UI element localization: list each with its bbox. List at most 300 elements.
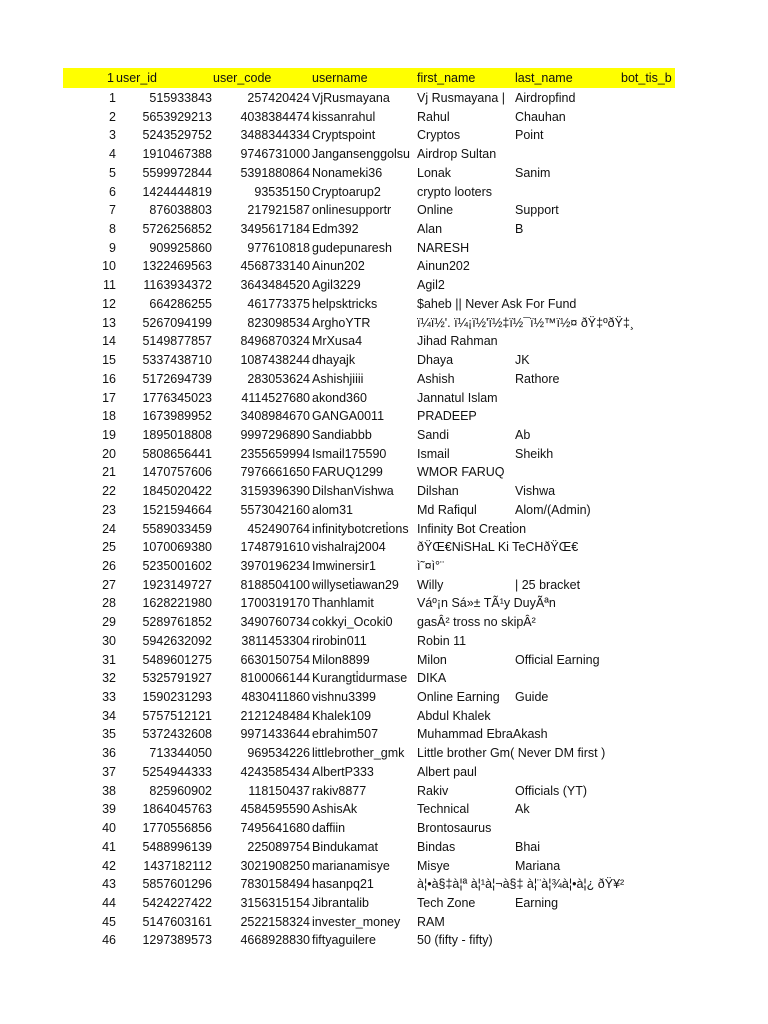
first-name-cell: Lonak <box>417 165 452 180</box>
user-code-cell: 3156315154 <box>240 895 310 910</box>
header-first-name: first_name <box>417 71 476 85</box>
first-name-cell: Willy <box>417 577 444 592</box>
user-id-cell: 1470757606 <box>142 465 212 480</box>
user-id-cell: 1864045763 <box>142 802 212 817</box>
row-number: 23 <box>102 502 116 517</box>
user-id-cell: 1910467388 <box>142 147 212 162</box>
user-id-cell: 1895018808 <box>142 427 212 442</box>
first-name-cell: Alan <box>417 222 443 237</box>
table-row <box>0 295 768 314</box>
header-user-id: user_id <box>116 71 157 85</box>
last-name-cell: Ab <box>515 427 531 442</box>
last-name-cell: Earning <box>515 895 559 910</box>
first-name-cell: Airdrop Sultan <box>417 147 497 162</box>
user-id-cell: 5488996139 <box>142 839 212 854</box>
first-name-cell: Robin 11 <box>417 633 467 648</box>
last-name-cell: Mariana <box>515 858 561 873</box>
first-name-cell: DIKA <box>417 671 447 686</box>
user-code-cell: 8188504100 <box>240 577 310 592</box>
user-id-cell: 5942632092 <box>142 633 212 648</box>
row-number: 40 <box>102 821 116 836</box>
user-code-cell: 3488344334 <box>240 128 310 143</box>
user-id-cell: 5489601275 <box>142 652 212 667</box>
user-code-cell: 7976661650 <box>240 465 310 480</box>
user-id-cell: 1521594664 <box>142 502 212 517</box>
table-row <box>0 707 768 726</box>
row-number: 26 <box>102 559 116 573</box>
first-name-cell: Dhaya <box>417 353 454 368</box>
user-id-cell: 1424444819 <box>142 184 212 199</box>
table-row <box>0 108 768 127</box>
last-name-cell: Vishwa <box>515 484 556 499</box>
username-cell: hasanpq21 <box>312 877 374 892</box>
user-code-cell: 823098534 <box>247 315 310 330</box>
row-number: 2 <box>109 109 116 124</box>
first-name-cell: Rakiv <box>417 783 449 798</box>
username-cell: Imwinersir1 <box>312 559 376 573</box>
last-name-cell: Alom/(Admin) <box>515 502 591 517</box>
first-name-cell: Infinity Bot Creati̇on <box>417 521 527 536</box>
username-cell: invester_money <box>312 914 401 929</box>
user-id-cell: 5267094199 <box>142 315 212 330</box>
table-row <box>0 819 768 838</box>
user-id-cell: 5653929213 <box>142 109 212 124</box>
user-code-cell: 4038384474 <box>240 109 310 124</box>
row-number: 18 <box>102 409 116 424</box>
table-row <box>0 145 768 164</box>
username-cell: Cryptoarup2 <box>312 184 381 199</box>
first-name-cell: Milon <box>417 652 447 667</box>
row-number: 21 <box>102 465 116 480</box>
table-row <box>0 351 768 370</box>
table-row <box>0 557 768 576</box>
row-number: 44 <box>102 895 116 910</box>
table-row <box>0 314 768 333</box>
user-id-cell: 5757512121 <box>142 708 212 723</box>
user-id-cell: 713344050 <box>149 746 212 761</box>
username-cell: dhayajk <box>312 353 356 368</box>
first-name-cell: WMOR FARUQ <box>417 465 505 480</box>
first-name-cell: Brontosaurus <box>417 821 492 836</box>
user-code-cell: 225089754 <box>247 839 310 854</box>
first-name-cell: Vj Rusmayana | <box>417 91 506 105</box>
user-code-cell: 9746731000 <box>240 147 310 162</box>
user-code-cell: 8496870324 <box>240 334 310 349</box>
row-number: 22 <box>102 484 116 499</box>
first-name-cell: Agil2 <box>417 278 445 293</box>
first-name-cell: Ismail <box>417 446 450 461</box>
table-row <box>0 651 768 670</box>
table-row <box>0 875 768 894</box>
user-code-cell: 1748791610 <box>240 540 310 555</box>
table-row <box>0 426 768 445</box>
row-number: 42 <box>102 858 116 873</box>
username-cell: Ashishjiiii <box>312 371 364 386</box>
user-code-cell: 4584595590 <box>240 802 310 817</box>
row-number: 5 <box>109 165 116 180</box>
first-name-cell: Cryptos <box>417 128 461 143</box>
first-name-cell: Misye <box>417 858 450 873</box>
row-number: 28 <box>102 596 116 611</box>
user-code-cell: 4243585434 <box>240 764 310 779</box>
row-number: 43 <box>102 877 116 892</box>
row-number: 12 <box>102 296 116 311</box>
user-code-cell: 4668928830 <box>240 933 310 948</box>
table-row <box>0 763 768 782</box>
last-name-cell: Sheikh <box>515 446 554 461</box>
username-cell: akond360 <box>312 390 367 405</box>
username-cell: DilshanVishwa <box>312 484 394 499</box>
username-cell: GANGA0011 <box>312 409 385 424</box>
username-cell: vishnu3399 <box>312 690 376 705</box>
table-row <box>0 445 768 464</box>
user-id-cell: 5337438710 <box>142 353 212 368</box>
last-name-cell: | 25 bracket <box>515 577 581 592</box>
user-code-cell: 3643484520 <box>240 278 310 293</box>
table-row <box>0 838 768 857</box>
user-id-cell: 5254944333 <box>142 764 212 779</box>
first-name-cell: crypto looters <box>417 184 493 199</box>
user-code-cell: 2355659994 <box>240 446 310 461</box>
username-cell: alom31 <box>312 502 353 517</box>
user-id-cell: 1070069380 <box>142 540 212 555</box>
first-name-cell: PRADEEP <box>417 409 477 424</box>
first-name-cell: $aheb || Never Ask For Fund <box>417 296 577 311</box>
row-number: 14 <box>102 334 116 349</box>
user-id-cell: 1776345023 <box>142 390 212 405</box>
user-code-cell: 217921587 <box>247 203 310 218</box>
user-id-cell: 1590231293 <box>142 690 212 705</box>
row-number: 4 <box>109 147 116 162</box>
table-row <box>0 164 768 183</box>
user-code-cell: 5391880864 <box>240 165 310 180</box>
table-row <box>0 463 768 482</box>
user-id-cell: 5172694739 <box>142 371 212 386</box>
user-id-cell: 5147603161 <box>142 914 212 929</box>
user-id-cell: 5808656441 <box>142 446 212 461</box>
user-id-cell: 909925860 <box>149 240 212 255</box>
first-name-cell: Online <box>417 203 454 218</box>
user-code-cell: 283053624 <box>247 371 310 386</box>
user-code-cell: 969534226 <box>247 746 310 761</box>
user-code-cell: 7830158494 <box>240 877 310 892</box>
table-row <box>0 538 768 557</box>
user-id-cell: 876038803 <box>149 203 212 218</box>
table-row <box>0 894 768 913</box>
user-code-cell: 118150437 <box>248 783 310 798</box>
row-number: 30 <box>102 633 116 648</box>
row-number: 45 <box>102 914 116 929</box>
row-number: 16 <box>102 371 116 386</box>
user-code-cell: 9997296890 <box>240 427 310 442</box>
user-code-cell: 3021908250 <box>240 858 310 873</box>
user-id-cell: 5589033459 <box>142 521 212 536</box>
username-cell: AlbertP333 <box>312 764 374 779</box>
last-name-cell: Airdropfind <box>515 91 576 105</box>
username-cell: Edm392 <box>312 222 359 237</box>
table-row <box>0 126 768 145</box>
row-number: 20 <box>102 446 116 461</box>
user-code-cell: 3811453304 <box>241 633 310 648</box>
table-row <box>0 220 768 239</box>
header-username: username <box>312 71 368 85</box>
row-number: 17 <box>102 390 116 405</box>
row-number: 3 <box>109 128 116 143</box>
first-name-cell: ì˜¤ì°¨ <box>417 559 445 573</box>
user-id-cell: 515933843 <box>149 91 212 105</box>
username-cell: rakiv8877 <box>312 783 367 798</box>
user-id-cell: 1437182112 <box>143 858 212 873</box>
first-name-cell: Technical <box>417 802 470 817</box>
username-cell: rirobin011 <box>312 633 367 648</box>
user-id-cell: 5424227422 <box>142 895 212 910</box>
row-number: 33 <box>102 690 116 705</box>
username-cell: Ismail175590 <box>312 446 387 461</box>
user-code-cell: 4568733140 <box>240 259 310 274</box>
user-id-cell: 5599972844 <box>142 165 212 180</box>
last-name-cell: Guide <box>515 690 549 705</box>
row-number: 9 <box>109 240 116 255</box>
last-name-cell: B <box>515 222 524 237</box>
user-code-cell: 3970196234 <box>240 559 310 573</box>
user-id-cell: 5235001602 <box>142 559 212 573</box>
table-row <box>0 857 768 876</box>
last-name-cell: Support <box>515 203 559 218</box>
table-row <box>0 744 768 763</box>
username-cell: littlebrother_gmk <box>312 746 405 761</box>
table-row <box>0 725 768 744</box>
last-name-cell: Sanim <box>515 165 551 180</box>
user-id-cell: 1628221980 <box>142 596 212 611</box>
user-code-cell: 3408984670 <box>240 409 310 424</box>
username-cell: helpsktricks <box>312 296 378 311</box>
table-row <box>0 632 768 651</box>
user-code-cell: 1700319170 <box>240 596 310 611</box>
first-name-cell: Albert paul <box>417 764 477 779</box>
user-id-cell: 1770556856 <box>142 821 212 836</box>
header-last-name: last_name <box>515 71 573 85</box>
last-name-cell: Bhai <box>515 839 541 854</box>
table-row <box>0 594 768 613</box>
user-id-cell: 5243529752 <box>142 128 212 143</box>
row-number: 1 <box>109 91 116 105</box>
row-number: 15 <box>102 353 116 368</box>
row-number: 19 <box>102 427 116 442</box>
user-code-cell: 1087438244 <box>240 353 310 368</box>
header-bot: bot_tis_b <box>621 71 672 85</box>
user-code-cell: 452490764 <box>247 521 310 536</box>
username-cell: ArghoYTR <box>312 315 371 330</box>
user-code-cell: 4114527680 <box>241 390 310 405</box>
row-number: 37 <box>102 764 116 779</box>
first-name-cell: à¦•à§‡à¦ª à¦¹à¦¬à§‡ à¦¨à¦¾à¦•à¦¿ ðŸ¥² <box>417 877 625 892</box>
user-id-cell: 5857601296 <box>142 877 212 892</box>
first-name-cell: 50 (fifty - fifty) <box>417 933 493 948</box>
username-cell: Nonameki36 <box>312 165 383 180</box>
user-id-cell: 1322469563 <box>142 259 212 274</box>
first-name-cell: Md Rafiqul <box>417 502 477 517</box>
user-code-cell: 93535150 <box>254 184 310 199</box>
username-cell: infinitybotcreti̇ons <box>312 521 409 536</box>
username-cell: onlinesupportr <box>312 203 392 218</box>
table-row <box>0 407 768 426</box>
first-name-cell: Online Earning <box>417 690 500 705</box>
username-cell: Ainun202 <box>312 259 365 274</box>
table-row <box>0 482 768 501</box>
first-name-cell: Ashish <box>417 371 455 386</box>
username-cell: Sandiabbb <box>312 427 372 442</box>
username-cell: AshisAk <box>312 802 358 817</box>
table-row <box>0 688 768 707</box>
user-code-cell: 461773375 <box>247 296 310 311</box>
user-code-cell: 6630150754 <box>240 652 310 667</box>
row-number: 29 <box>102 615 116 630</box>
table-row <box>0 239 768 258</box>
table-row <box>0 276 768 295</box>
table-row <box>0 669 768 688</box>
user-code-cell: 2522158324 <box>240 914 310 929</box>
username-cell: ebrahim507 <box>312 727 379 742</box>
user-id-cell: 1845020422 <box>142 484 212 499</box>
table-row <box>0 183 768 202</box>
table-row <box>0 800 768 819</box>
row-number: 11 <box>103 278 116 293</box>
user-id-cell: 5325791927 <box>142 671 212 686</box>
first-name-cell: Jannatul Islam <box>417 390 498 405</box>
table-row <box>0 782 768 801</box>
user-code-cell: 9971433644 <box>240 727 310 742</box>
first-name-cell: ï¼ï½'. ï¼¡ï½'ï½‡ï½¯ï½™ï½¤ ðŸ‡ºðŸ‡¸ <box>417 315 635 330</box>
table-row <box>0 520 768 539</box>
username-cell: Thanhlamit <box>312 596 374 611</box>
username-cell: kissanrahul <box>312 109 376 124</box>
last-name-cell: Official Earning <box>515 652 600 667</box>
row-number: 24 <box>102 521 116 536</box>
first-name-cell: gasÂ² tross no skipÂ² <box>417 615 536 630</box>
user-id-cell: 1297389573 <box>142 933 212 948</box>
user-code-cell: 257420424 <box>247 91 310 105</box>
first-name-cell: ðŸŒ€NiSHaL Ki TeCHðŸŒ€ <box>417 540 579 555</box>
row-number: 36 <box>102 746 116 761</box>
first-name-cell: Little brother Gm( Never DM first ) <box>417 746 606 761</box>
last-name-cell: Ak <box>515 802 530 817</box>
first-name-cell: Bindas <box>417 839 456 854</box>
table-row <box>0 576 768 595</box>
user-id-cell: 825960902 <box>149 783 212 798</box>
user-id-cell: 664286255 <box>149 296 212 311</box>
user-id-cell: 5149877857 <box>142 334 212 349</box>
first-name-cell: Sandi <box>417 427 449 442</box>
username-cell: Bindukamat <box>312 839 379 854</box>
row-number: 35 <box>102 727 116 742</box>
username-cell: MrXusa4 <box>312 334 363 349</box>
row-number: 7 <box>109 203 116 218</box>
user-code-cell: 977610818 <box>247 240 310 255</box>
table-row <box>0 501 768 520</box>
table-row <box>0 89 768 108</box>
username-cell: Milon8899 <box>312 652 370 667</box>
username-cell: Khalek109 <box>312 708 372 723</box>
row-number: 27 <box>102 577 116 592</box>
username-cell: gudepunaresh <box>312 240 392 255</box>
row-number: 32 <box>102 671 116 686</box>
user-id-cell: 5372432608 <box>142 727 212 742</box>
first-name-cell: RAM <box>417 914 445 929</box>
user-id-cell: 5726256852 <box>142 222 212 237</box>
user-code-cell: 4830411860 <box>241 690 310 705</box>
last-name-cell: Officials (YT) <box>515 783 587 798</box>
username-cell: VjRusmayana <box>312 91 390 105</box>
user-code-cell: 3159396390 <box>240 484 310 499</box>
username-cell: vishalraj2004 <box>312 540 386 555</box>
first-name-cell: Abdul Khalek <box>417 708 491 723</box>
table-row <box>0 370 768 389</box>
row-number: 46 <box>102 933 116 948</box>
row-number: 38 <box>102 783 116 798</box>
first-name-cell: Muhammad EbraAkash <box>417 727 548 742</box>
table-row <box>0 613 768 632</box>
table-row <box>0 389 768 408</box>
row-number: 8 <box>109 222 116 237</box>
row-number: 10 <box>102 259 116 274</box>
username-cell: willyseti̇awan29 <box>312 577 399 592</box>
user-code-cell: 7495641680 <box>240 821 310 836</box>
first-name-cell: Jihad Rahman <box>417 334 498 349</box>
row-number: 13 <box>102 315 116 330</box>
user-id-cell: 1923149727 <box>142 577 212 592</box>
username-cell: daffiin <box>312 821 346 836</box>
username-cell: Agil3229 <box>312 278 361 293</box>
user-id-cell: 1673989952 <box>142 409 212 424</box>
row-number: 41 <box>102 839 116 854</box>
table-row <box>0 913 768 932</box>
user-id-cell: 5289761852 <box>142 615 212 630</box>
table-row <box>0 332 768 351</box>
header-user-code: user_code <box>213 71 272 85</box>
user-id-cell: 1163934372 <box>143 278 212 293</box>
username-cell: Kurangti̇durmase <box>312 671 408 686</box>
row-number: 25 <box>102 540 116 555</box>
row-number: 39 <box>102 802 116 817</box>
username-cell: cokkyi_Ocoki0 <box>312 615 393 630</box>
username-cell: Cryptspoint <box>312 128 376 143</box>
table-row <box>0 257 768 276</box>
row-number: 34 <box>102 708 116 723</box>
first-name-cell: Tech Zone <box>417 895 476 910</box>
username-cell: Jibrantalib <box>312 895 369 910</box>
table-row <box>0 201 768 220</box>
first-name-cell: Rahul <box>417 109 450 124</box>
user-code-cell: 5573042160 <box>240 502 310 517</box>
table-row <box>0 931 768 950</box>
first-name-cell: Ainun202 <box>417 259 470 274</box>
row-number: 31 <box>102 652 116 667</box>
last-name-cell: JK <box>515 353 530 368</box>
username-cell: fiftyaguilere <box>312 933 376 948</box>
first-name-cell: Dilshan <box>417 484 459 499</box>
last-name-cell: Rathore <box>515 371 560 386</box>
username-cell: marianamisye <box>312 858 390 873</box>
user-code-cell: 3495617184 <box>240 222 310 237</box>
first-name-cell: NARESH <box>417 240 470 255</box>
user-code-cell: 8100066144 <box>240 671 310 686</box>
username-cell: Jangansenggolsu <box>312 147 410 162</box>
header-row-number: 1 <box>107 71 114 85</box>
last-name-cell: Chauhan <box>515 109 566 124</box>
last-name-cell: Point <box>515 128 544 143</box>
user-code-cell: 3490760734 <box>240 615 310 630</box>
row-number: 6 <box>109 184 116 199</box>
